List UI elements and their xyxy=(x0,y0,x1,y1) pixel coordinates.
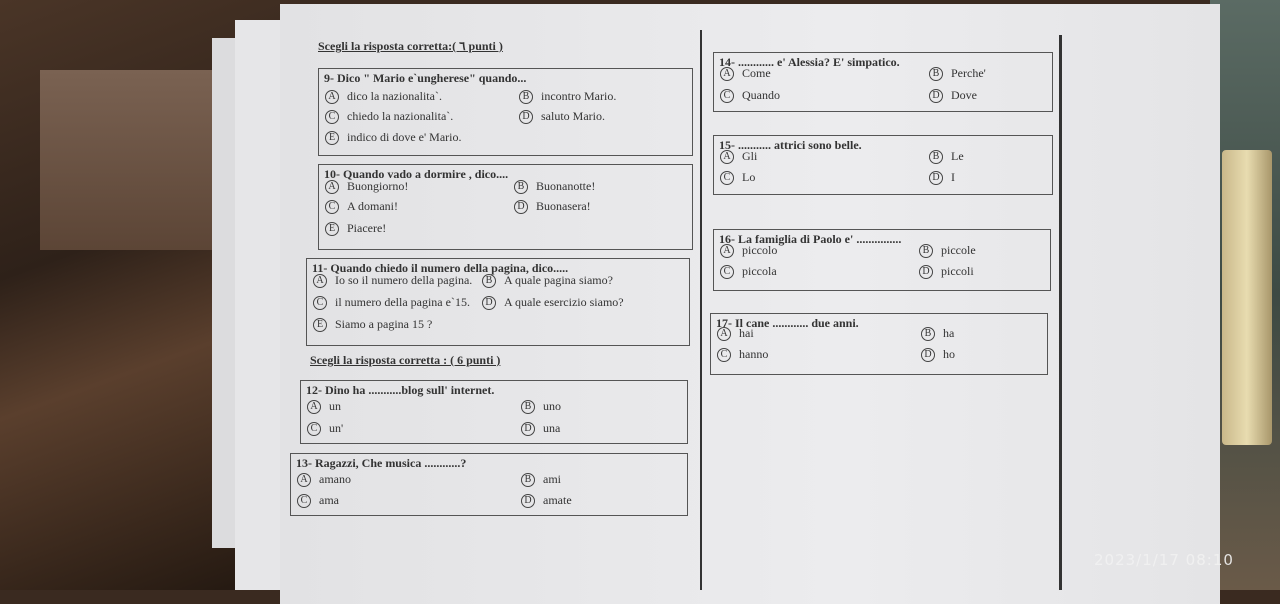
option-c[interactable] xyxy=(720,88,780,103)
option-text: Gli xyxy=(742,149,758,163)
option-letter-circle[interactable]: D xyxy=(921,348,935,362)
question-text: 15- ........... attrici sono belle. xyxy=(719,138,862,152)
option-d[interactable] xyxy=(921,347,955,362)
option-b[interactable] xyxy=(521,472,561,487)
option-e[interactable] xyxy=(313,317,432,332)
option-d[interactable] xyxy=(482,295,624,310)
option-text: ama xyxy=(319,493,339,507)
option-c[interactable] xyxy=(325,199,398,214)
question-15 xyxy=(713,135,1053,195)
option-letter-circle[interactable]: D xyxy=(514,200,528,214)
option-letter-circle[interactable]: C xyxy=(717,348,731,362)
option-text: saluto Mario. xyxy=(541,109,605,123)
question-text: 13- Ragazzi, Che musica ............? xyxy=(296,456,467,470)
option-letter-circle[interactable]: B xyxy=(929,150,943,164)
option-text: dico la nazionalita`. xyxy=(347,89,442,103)
question-text: 9- Dico " Mario e`ungherese" quando... xyxy=(324,71,527,85)
question-text: 17- Il cane ............ due anni. xyxy=(716,316,859,330)
option-letter-circle[interactable]: D xyxy=(482,296,496,310)
option-text: Le xyxy=(951,149,964,163)
option-d[interactable] xyxy=(521,421,560,436)
question-11 xyxy=(306,258,690,346)
option-letter-circle[interactable]: D xyxy=(919,265,933,279)
wooden-shelf xyxy=(40,70,240,250)
option-text: piccoli xyxy=(941,264,974,278)
option-a[interactable] xyxy=(325,89,442,104)
option-letter-circle[interactable]: C xyxy=(720,89,734,103)
option-b[interactable] xyxy=(521,399,561,414)
option-b[interactable] xyxy=(519,89,616,104)
option-text: un xyxy=(329,399,341,413)
option-text: una xyxy=(543,421,561,435)
option-letter-circle[interactable]: C xyxy=(325,110,339,124)
option-letter-circle[interactable]: B xyxy=(919,244,933,258)
option-c[interactable] xyxy=(720,170,755,185)
option-a[interactable] xyxy=(717,326,754,341)
option-a[interactable] xyxy=(720,243,777,258)
option-text: chiedo la nazionalita`. xyxy=(347,109,454,123)
option-letter-circle[interactable]: B xyxy=(921,327,935,341)
option-d[interactable] xyxy=(521,493,572,508)
question-text: 14- ............ e' Alessia? E' simpatico. xyxy=(719,55,900,69)
question-13 xyxy=(290,453,688,516)
option-text: A quale pagina siamo? xyxy=(504,273,613,287)
page-border-right xyxy=(1059,35,1062,590)
option-b[interactable] xyxy=(929,149,964,164)
option-a[interactable] xyxy=(325,179,408,194)
option-text: piccole xyxy=(941,243,976,257)
option-letter-circle[interactable]: E xyxy=(325,131,339,145)
option-text: Siamo a pagina 15 ? xyxy=(335,317,433,331)
option-text: A quale esercizio siamo? xyxy=(504,295,624,309)
option-letter-circle[interactable]: A xyxy=(720,67,734,81)
option-text: il numero della pagina e`15. xyxy=(335,295,470,309)
option-text: Buonanotte! xyxy=(536,179,596,193)
option-text: A domani! xyxy=(347,199,398,213)
question-text: 16- La famiglia di Paolo e' ............... xyxy=(719,232,902,246)
option-letter-circle[interactable]: D xyxy=(929,89,943,103)
option-c[interactable] xyxy=(297,493,339,508)
option-letter-circle[interactable]: A xyxy=(717,327,731,341)
option-text: ha xyxy=(943,326,955,340)
option-c[interactable] xyxy=(313,295,470,310)
option-text: ho xyxy=(943,347,955,361)
photo-timestamp: 2023/1/17 08:10 xyxy=(1094,551,1234,569)
option-letter-circle[interactable]: A xyxy=(307,400,321,414)
option-letter-circle[interactable]: C xyxy=(313,296,327,310)
option-text: piccolo xyxy=(742,243,778,257)
option-c[interactable] xyxy=(720,264,777,279)
option-letter-circle[interactable]: C xyxy=(720,171,734,185)
option-letter-circle[interactable]: A xyxy=(313,274,327,288)
option-e[interactable] xyxy=(325,221,386,236)
option-letter-circle[interactable]: A xyxy=(720,244,734,258)
option-text: hanno xyxy=(739,347,769,361)
question-14 xyxy=(713,52,1053,112)
option-text: incontro Mario. xyxy=(541,89,617,103)
option-c[interactable] xyxy=(325,109,453,124)
option-letter-circle[interactable]: D xyxy=(521,422,535,436)
option-text: Dove xyxy=(951,88,977,102)
section-heading-2: Scegli la risposta corretta : ( 6 punti ) xyxy=(310,353,501,367)
option-letter-circle[interactable]: C xyxy=(297,494,311,508)
option-e[interactable] xyxy=(325,130,461,145)
question-10 xyxy=(318,164,693,250)
option-b[interactable] xyxy=(929,66,986,81)
option-letter-circle[interactable]: A xyxy=(720,150,734,164)
option-letter-circle[interactable]: B xyxy=(514,180,528,194)
option-text: Io so il numero della pagina. xyxy=(335,273,473,287)
option-d[interactable] xyxy=(929,88,977,103)
option-letter-circle[interactable]: B xyxy=(929,67,943,81)
option-letter-circle[interactable]: B xyxy=(521,400,535,414)
option-letter-circle[interactable]: A xyxy=(325,180,339,194)
question-text: 10- Quando vado a dormire , dico.... xyxy=(324,167,509,181)
question-text: 11- Quando chiedo il numero della pagina, dico..... xyxy=(312,261,569,275)
option-a[interactable] xyxy=(720,66,771,81)
option-letter-circle[interactable]: C xyxy=(720,265,734,279)
option-letter-circle[interactable]: D xyxy=(519,110,533,124)
option-text: uno xyxy=(543,399,561,413)
option-letter-circle[interactable]: B xyxy=(519,90,533,104)
question-16 xyxy=(713,229,1051,291)
option-letter-circle[interactable]: B xyxy=(521,473,535,487)
option-a[interactable] xyxy=(297,472,351,487)
option-b[interactable] xyxy=(919,243,976,258)
option-letter-circle[interactable]: A xyxy=(325,90,339,104)
option-text: Buongiorno! xyxy=(347,179,409,193)
option-text: amate xyxy=(543,493,572,507)
option-b[interactable] xyxy=(921,326,954,341)
option-d[interactable] xyxy=(519,109,605,124)
option-letter-circle[interactable]: A xyxy=(297,473,311,487)
question-9 xyxy=(318,68,693,156)
option-letter-circle[interactable]: E xyxy=(313,318,327,332)
option-letter-circle[interactable]: C xyxy=(325,200,339,214)
option-text: Come xyxy=(742,66,771,80)
option-text: Piacere! xyxy=(347,221,387,235)
question-12 xyxy=(300,380,688,444)
option-letter-circle[interactable]: D xyxy=(929,171,943,185)
option-letter-circle[interactable]: D xyxy=(521,494,535,508)
option-b[interactable] xyxy=(514,179,595,194)
clipboard-clip xyxy=(1222,150,1272,445)
option-text: indico di dove e' Mario. xyxy=(347,130,462,144)
column-divider xyxy=(700,30,702,590)
option-d[interactable] xyxy=(929,170,955,185)
option-text: Quando xyxy=(742,88,780,102)
option-d[interactable] xyxy=(919,264,974,279)
question-text: 12- Dino ha ...........blog sull' internet. xyxy=(306,383,495,397)
section-heading-1: Scegli la risposta corretta:( ٦ punti ) xyxy=(318,39,503,53)
option-letter-circle[interactable]: E xyxy=(325,222,339,236)
option-text: piccola xyxy=(742,264,777,278)
option-text: amano xyxy=(319,472,351,486)
option-text: Lo xyxy=(742,170,756,184)
option-a[interactable] xyxy=(313,273,472,288)
question-17 xyxy=(710,313,1048,375)
option-a[interactable] xyxy=(720,149,757,164)
option-c[interactable] xyxy=(307,421,343,436)
option-a[interactable] xyxy=(307,399,341,414)
option-letter-circle[interactable]: C xyxy=(307,422,321,436)
option-text: hai xyxy=(739,326,754,340)
option-text: Perche' xyxy=(951,66,986,80)
option-text: ami xyxy=(543,472,561,486)
option-b[interactable] xyxy=(482,273,613,288)
option-text: Buonasera! xyxy=(536,199,591,213)
option-d[interactable] xyxy=(514,199,591,214)
option-text: I xyxy=(951,170,955,184)
option-letter-circle[interactable]: B xyxy=(482,274,496,288)
option-c[interactable] xyxy=(717,347,768,362)
option-text: un' xyxy=(329,421,344,435)
